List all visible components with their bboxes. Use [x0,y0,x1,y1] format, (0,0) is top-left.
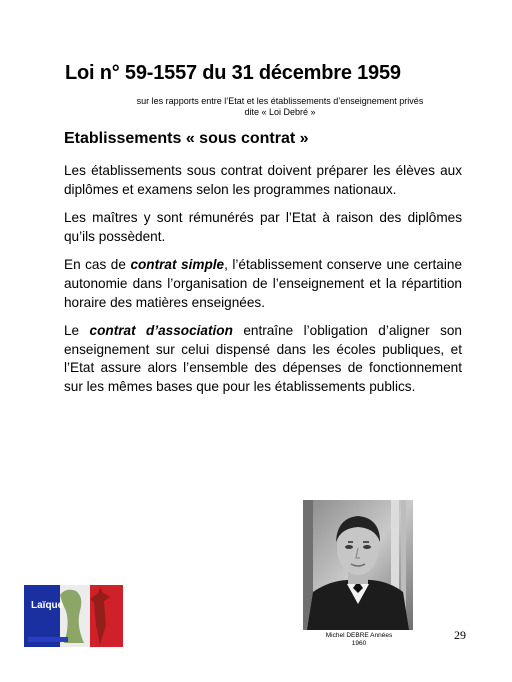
contrat-association-emphasis: contrat d’association [89,323,233,339]
portrait-illustration [303,500,413,630]
paragraph-3-start: En cas de [64,257,131,273]
body-text [64,162,462,407]
subtitle-line-1: sur les rapports entre l’Etat et les établissements d’enseignement privés [136,96,424,106]
flag-emblem [24,585,123,647]
paragraph-2: Les maîtres y sont rémunérés par l’Etat à raison des diplômes qu’ils possèdent. [64,210,462,244]
laique-logo [24,585,123,647]
document-title: Loi n° 59-1557 du 31 décembre 1959 [65,62,401,84]
photo-caption [303,632,415,648]
contrat-simple-emphasis: contrat simple [130,257,225,273]
logo-word: Laïque [31,600,64,611]
paragraph-3 [64,256,462,312]
document-subtitle [90,96,470,118]
caption-line-1: Michel DEBRE Années [325,632,393,639]
paragraph-1: Les établissements sous contrat doivent préparer les élèves aux diplômes et examens selon les programmes nationaux. [64,163,462,197]
page-number: 29 [454,628,466,642]
paragraph-3-end: , l’établissement conserve une certaine autonomie dans l’organisation de l’enseignement et la répartition horaire des matières enseignées. [64,257,463,310]
paragraph-4 [64,322,462,396]
portrait-photo [303,500,413,630]
section-heading: Etablissements « sous contrat » [64,130,309,147]
caption-line-2: 1960 [351,640,367,647]
subtitle-line-2: dite « Loi Debré » [244,107,316,117]
paragraph-4-end: entraîne l’obligation d’aligner son enseignement sur celui dispensé dans les écoles publiques, et l’Etat assure alors l’ensemble des dépenses de fonctionnement sur les mêmes bases que pour les établissements publics. [64,323,462,394]
paragraph-4-start: Le [64,323,90,339]
